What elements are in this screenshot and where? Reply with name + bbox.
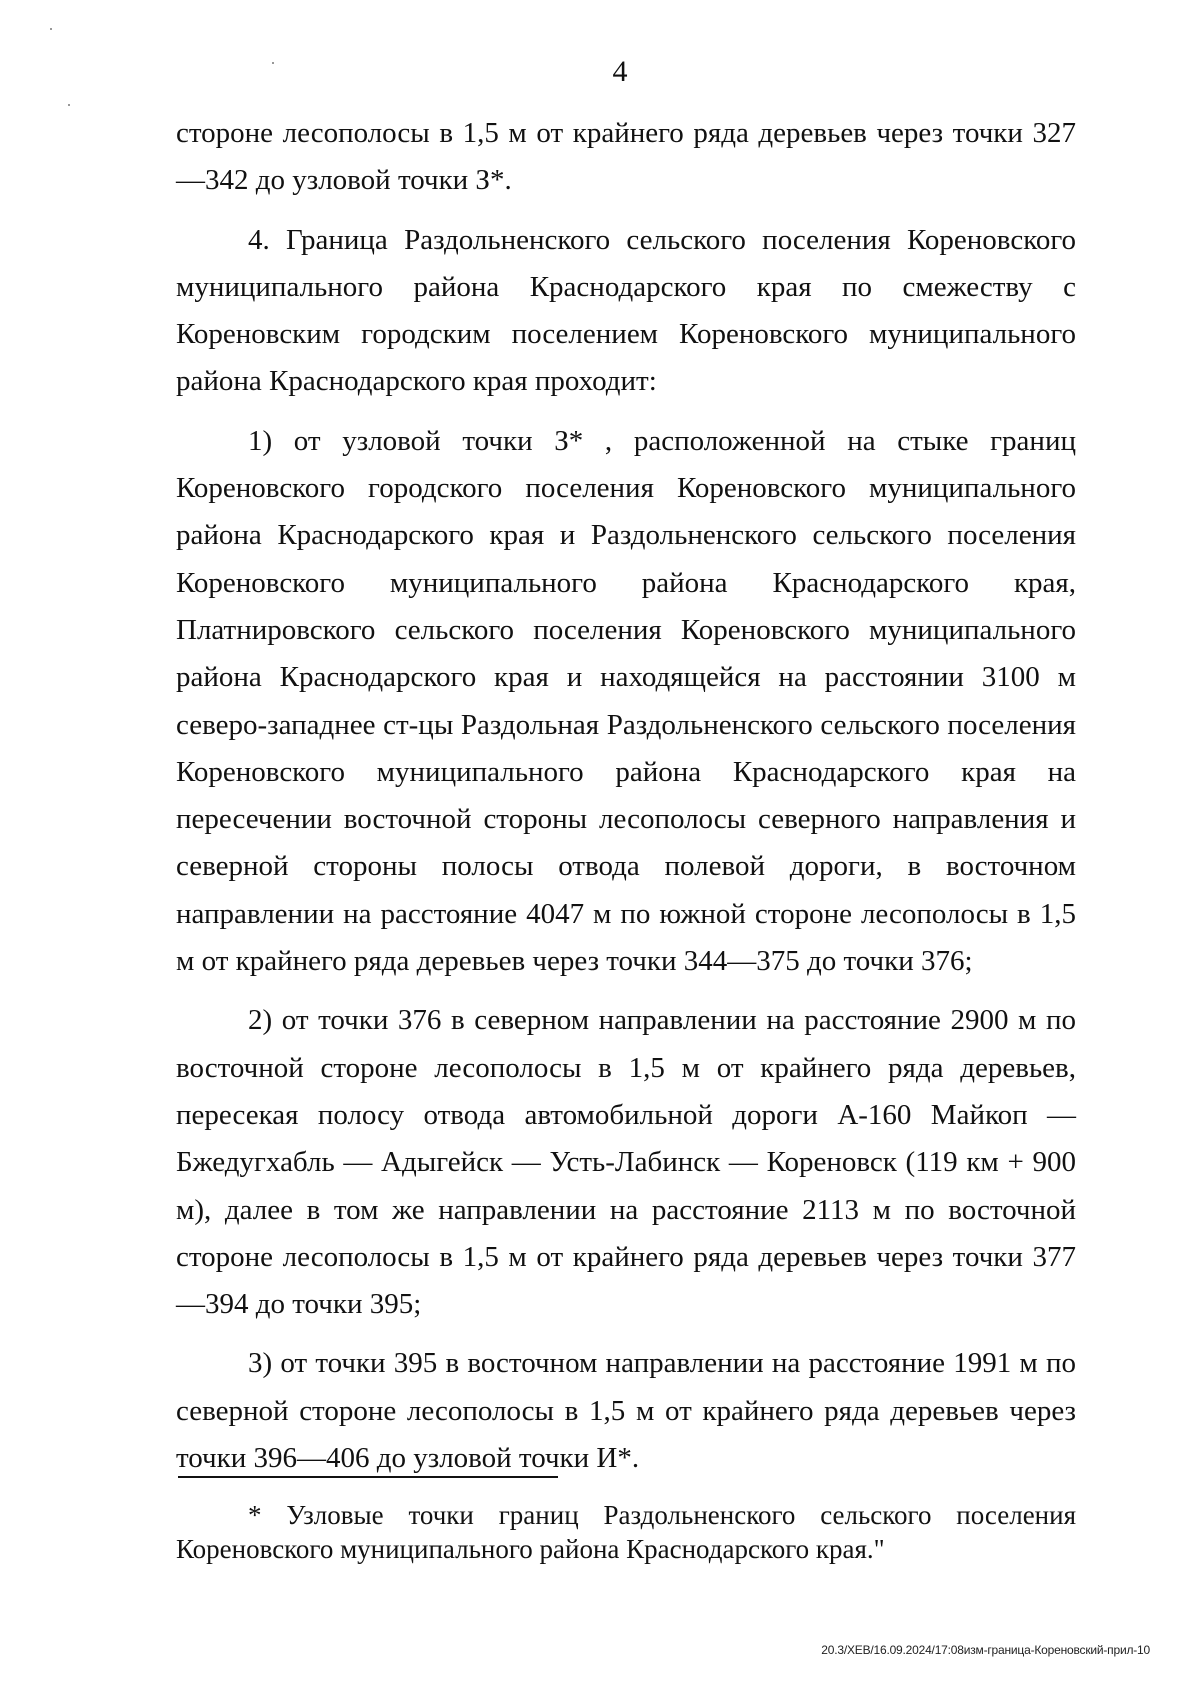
- scan-speck: [68, 104, 70, 106]
- page-number: 4: [612, 55, 628, 88]
- footnote-separator: [178, 1476, 558, 1478]
- paragraph-item-3: 3) от точки 395 в восточном направлении на расстояние 1991 м по северной стороне лесополосы в 1,5 м от крайнего ряда деревьев через точки 396—406 до узловой точки И*.: [176, 1347, 1076, 1475]
- paragraph-item-2: 2) от точки 376 в северном направлении на расстояние 2900 м по восточной стороне лесополосы в 1,5 м от крайнего ряда деревьев, пересекая полосу отвода автомобильной дороги А-160 Майкоп — Бжедугхабль — Адыгейск — Усть-Лабинск — Кореновск (119 км + 900 м), далее в том же направлении на расстояние 2113 м по восточной стороне лесополосы в 1,5 м от крайнего ряда деревьев через точки 377—394 до точки 395;: [176, 1004, 1076, 1321]
- scan-speck: [50, 28, 52, 30]
- paragraph-continuation: стороне лесополосы в 1,5 м от крайнего ряда деревьев через точки 327—342 до узловой точки З*.: [176, 117, 1076, 197]
- footnote: * Узловые точки границ Раздольненского сельского поселения Кореновского муниципального района Краснодарского края.": [176, 1500, 1076, 1564]
- paragraph-section-4: 4. Граница Раздольненского сельского поселения Кореновского муниципального района Краснодарского края по смежеству с Кореновским городским поселением Кореновского муниципального района Краснодарского края проходит:: [176, 223, 1076, 398]
- document-code: 20.3/ХЕВ/16.09.2024/17:08изм-граница-Кореновский-прил-10: [821, 1643, 1150, 1657]
- document-body: [176, 110, 1076, 1494]
- paragraph-item-1: 1) от узловой точки З* , расположенной на стыке границ Кореновского городского поселения Кореновского муниципального района Краснодарского края и Раздольненского сельского поселения Кореновского муниципального района Краснодарского края, Платнировского сельского поселения Кореновского муниципального района Краснодарского края и находящейся на расстоянии 3100 м северо-западнее ст-цы Раздольная Раздольненского сельского поселения Кореновского муниципального района Краснодарского края на пересечении восточной стороны лесополосы северного направления и северной стороны полосы отвода полевой дороги, в восточном направлении на расстояние 4047 м по южной стороне лесополосы в 1,5 м от крайнего ряда деревьев через точки 344—375 до точки 376;: [176, 424, 1076, 978]
